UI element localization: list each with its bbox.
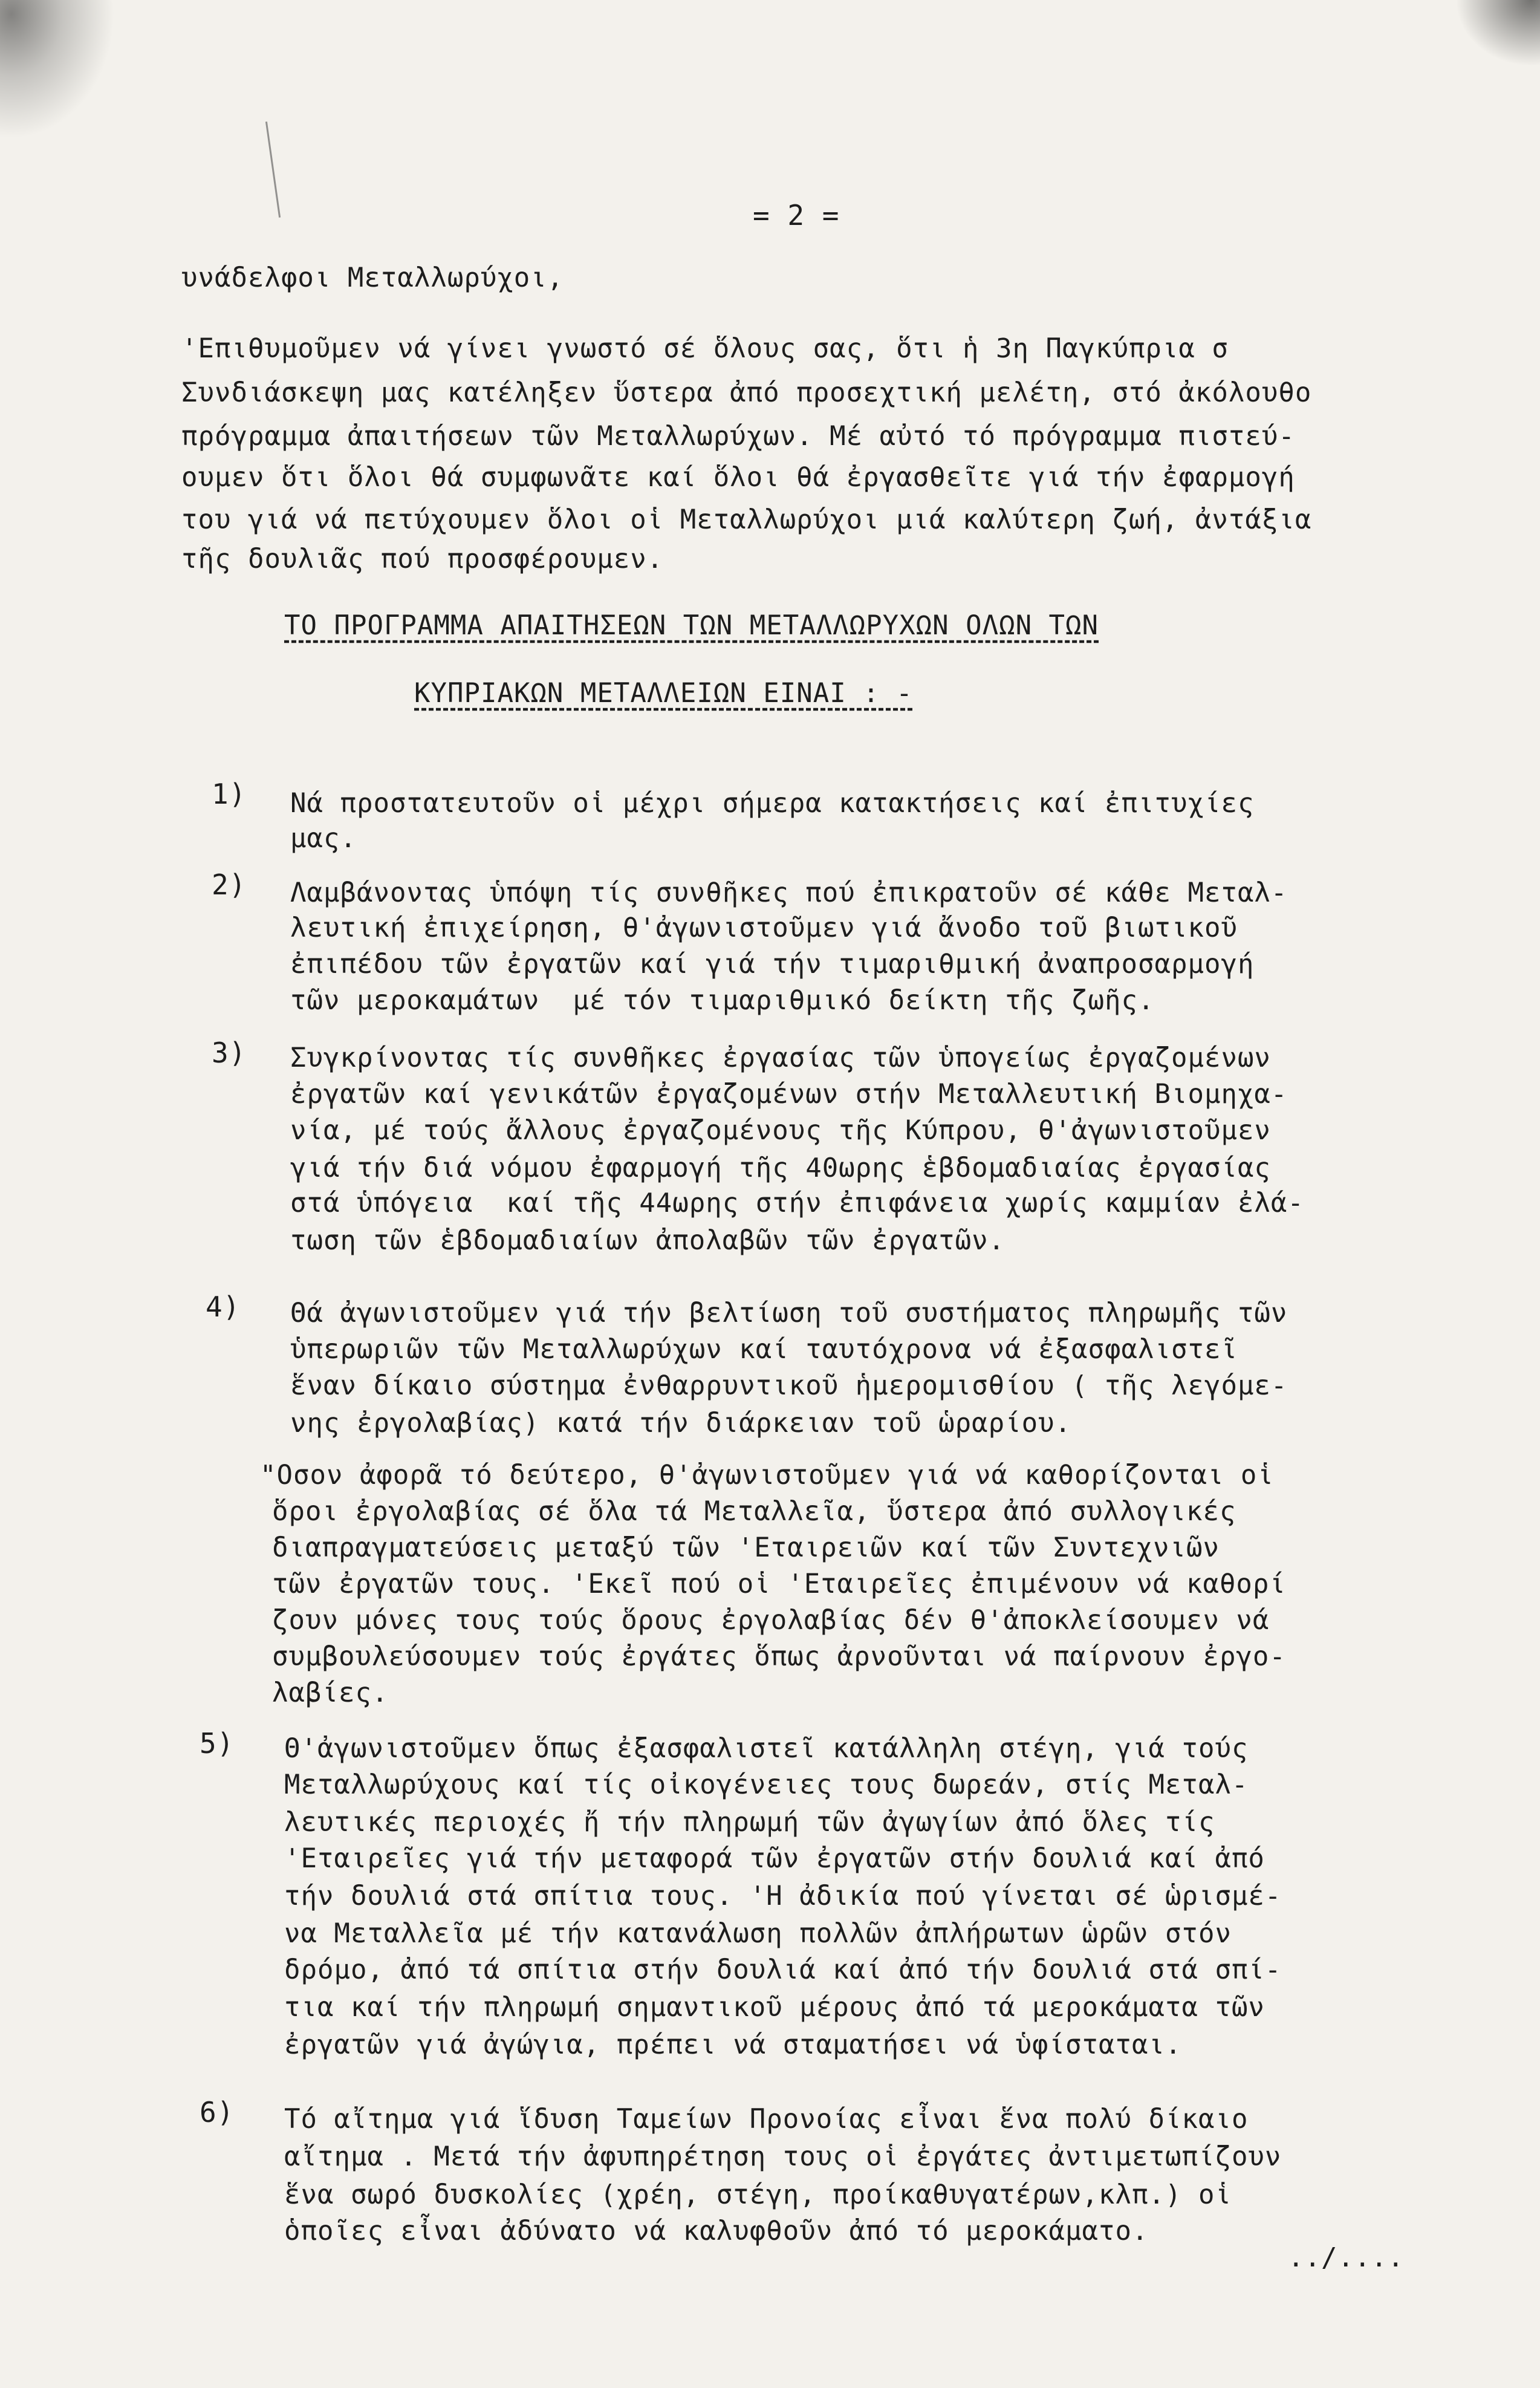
item-number: 3)	[212, 1036, 247, 1069]
item-line: ἐργατῶν γιά ἀγώγια, πρέπει νά σταματήσει νά ὑφίσταται.	[284, 2029, 1182, 2060]
item-line: λευτικές περιοχές ἤ τήν πληρωμή τῶν ἀγωγίων ἀπό ὅλες τίς	[284, 1807, 1215, 1838]
item-line: Θά ἀγωνιστοῦμεν γιά τήν βελτίωση τοῦ συστήματος πληρωμῆς τῶν	[290, 1298, 1288, 1329]
item-line: λευτική ἐπιχείρηση, θ'ἀγωνιστοῦμεν γιά ἄνοδο τοῦ βιωτικοῦ	[290, 913, 1238, 943]
item-line: ἕνα σωρό δυσκολίες (χρέη, στέγη, προίκαθυγατέρων,κλπ.) οἱ	[284, 2179, 1232, 2210]
section-heading-line2: ΚΥΠΡΙΑΚΩΝ ΜΕΤΑΛΛΕΙΩΝ ΕΙΝΑΙ : -	[414, 678, 913, 709]
item-line: ἕναν δίκαιο σύστημα ἐνθαρρυντικοῦ ἡμερομισθίου ( τῆς λεγόμε-	[290, 1370, 1288, 1401]
item-line: δρόμο, ἀπό τά σπίτια στήν δουλιά καί ἀπό τήν δουλιά στά σπί-	[284, 1954, 1282, 1985]
scan-smudge-top-right	[1455, 0, 1540, 67]
item-subparagraph-line: συμβουλεύσουμεν τούς ἐργάτες ὅπως ἀρνοῦνται νά παίρνουν ἐργο-	[272, 1641, 1286, 1672]
intro-line: 'Επιθυμοῦμεν νά γίνει γνωστό σέ ὅλους σας, ὅτι ἡ 3η Παγκύπρια σ	[181, 333, 1229, 364]
item-line: γιά τήν διά νόμου ἐφαρμογή τῆς 40ωρης ἑβδομαδιαίας ἐργασίας	[290, 1153, 1271, 1183]
item-line: Νά προστατευτοῦν οἱ μέχρι σήμερα κατακτήσεις καί ἐπιτυχίες	[290, 788, 1255, 819]
item-number: 6)	[200, 2096, 235, 2129]
item-line: να Μεταλλεῖα μέ τήν κατανάλωση πολλῶν ἀπλήρωτων ὡρῶν στόν	[284, 1918, 1232, 1949]
item-number: 5)	[200, 1727, 235, 1760]
item-subparagraph-line: "Οσον ἀφορᾶ τό δεύτερο, θ'ἀγωνιστοῦμεν γιά νά καθορίζονται οἱ	[260, 1460, 1274, 1491]
item-line: τήν δουλιά στά σπίτια τους. 'Η ἀδικία πού γίνεται σέ ὡρισμέ-	[284, 1881, 1282, 1911]
item-line: ὑπερωριῶν τῶν Μεταλλωρύχων καί ταυτόχρονα νά ἐξασφαλιστεῖ	[290, 1334, 1238, 1365]
item-subparagraph-line: τῶν ἐργατῶν τους. 'Εκεῖ πού οἱ 'Εταιρεῖες ἐπιμένουν νά καθορί	[272, 1569, 1286, 1599]
item-line: Θ'ἀγωνιστοῦμεν ὅπως ἐξασφαλιστεῖ κατάλληλη στέγη, γιά τούς	[284, 1733, 1249, 1764]
continuation-mark: ../....	[1288, 2242, 1405, 2273]
intro-line: ουμεν ὅτι ὅλοι θά συμφωνᾶτε καί ὅλοι θά ἐργασθεῖτε γιά τήν ἐφαρμογή	[181, 462, 1295, 493]
item-line: ἐργατῶν καί γενικάτῶν ἐργαζομένων στήν Μεταλλευτική Βιομηχα-	[290, 1079, 1288, 1110]
intro-line: τῆς δουλιᾶς πού προσφέρουμεν.	[181, 544, 664, 574]
item-number: 4)	[206, 1290, 241, 1323]
item-line: Συγκρίνοντας τίς συνθῆκες ἐργασίας τῶν ὑπογείως ἐργαζομένων	[290, 1043, 1271, 1073]
item-line: τῶν μεροκαμάτων μέ τόν τιμαριθμικό δείκτη τῆς ζωῆς.	[290, 985, 1155, 1016]
item-line: Τό αἴτημα γιά ἵδυση Ταμείων Προνοίας εἶναι ἕνα πολύ δίκαιο	[284, 2104, 1249, 2135]
item-line: μας.	[290, 823, 357, 854]
item-line: νης ἐργολαβίας) κατά τήν διάρκειαν τοῦ ὡραρίου.	[290, 1408, 1072, 1439]
item-subparagraph-line: ὅροι ἐργολαβίας σέ ὅλα τά Μεταλλεῖα, ὕστερα ἀπό συλλογικές	[272, 1496, 1236, 1527]
item-line: ὁποῖες εἶναι ἀδύνατο νά καλυφθοῦν ἀπό τό μεροκάματο.	[284, 2216, 1149, 2246]
intro-line: Συνδιάσκεψη μας κατέληξεν ὕστερα ἀπό προσεχτική μελέτη, στό ἀκόλουθο	[181, 377, 1312, 408]
ink-mark	[265, 121, 284, 218]
item-line: νία, μέ τούς ἄλλους ἐργαζομένους τῆς Κύπρου, θ'ἀγωνιστοῦμεν	[290, 1115, 1271, 1146]
intro-line: πρόγραμμα ἀπαιτήσεων τῶν Μεταλλωρύχων. Μέ αὐτό τό πρόγραμμα πιστεύ-	[181, 421, 1295, 452]
item-line: αἴτημα . Μετά τήν ἀφυπηρέτηση τους οἱ ἐργάτες ἀντιμετωπίζουν	[284, 2141, 1282, 2172]
item-line: τωση τῶν ἑβδομαδιαίων ἀπολαβῶν τῶν ἐργατῶν.	[290, 1225, 1006, 1256]
salutation: υνάδελφοι Μεταλλωρύχοι,	[181, 262, 564, 293]
intro-line: του γιά νά πετύχουμεν ὅλοι οἱ Μεταλλωρύχοι μιά καλύτερη ζωή, ἀντάξια	[181, 504, 1312, 535]
page-number: = 2 =	[753, 199, 840, 232]
item-line: Μεταλλωρύχους καί τίς οἰκογένειες τους δωρεάν, στίς Μεταλ-	[284, 1769, 1249, 1800]
scan-smudge-top-left	[0, 0, 115, 139]
item-number: 1)	[212, 778, 247, 810]
item-line: ἐπιπέδου τῶν ἐργατῶν καί γιά τήν τιμαριθμική ἀναπροσαρμογή	[290, 949, 1255, 980]
item-subparagraph-line: λαβίες.	[272, 1677, 389, 1708]
item-subparagraph-line: ζουν μόνες τους τούς ὅρους ἐργολαβίας δέν θ'ἀποκλείσουμεν νά	[272, 1605, 1270, 1636]
item-line: Λαμβάνοντας ὑπόψη τίς συνθῆκες πού ἐπικρατοῦν σέ κάθε Μεταλ-	[290, 877, 1288, 908]
item-line: 'Εταιρεῖες γιά τήν μεταφορά τῶν ἐργατῶν στήν δουλιά καί ἀπό	[284, 1843, 1265, 1874]
item-number: 2)	[212, 868, 247, 901]
item-line: στά ὑπόγεια καί τῆς 44ωρης στήν ἐπιφάνεια χωρίς καμμίαν ἐλά-	[290, 1188, 1304, 1218]
item-line: τια καί τήν πληρωμή σημαντικοῦ μέρους ἀπό τά μεροκάματα τῶν	[284, 1992, 1265, 2023]
section-heading-line1: ΤΟ ΠΡΟΓΡΑΜΜΑ ΑΠΑΙΤΗΣΕΩΝ ΤΩΝ ΜΕΤΑΛΛΩΡΥΧΩΝ ΟΛΩΝ ΤΩΝ	[284, 610, 1099, 641]
item-subparagraph-line: διαπραγματεύσεις μεταξύ τῶν 'Εταιρειῶν καί τῶν Συντεχνιῶν	[272, 1532, 1220, 1563]
